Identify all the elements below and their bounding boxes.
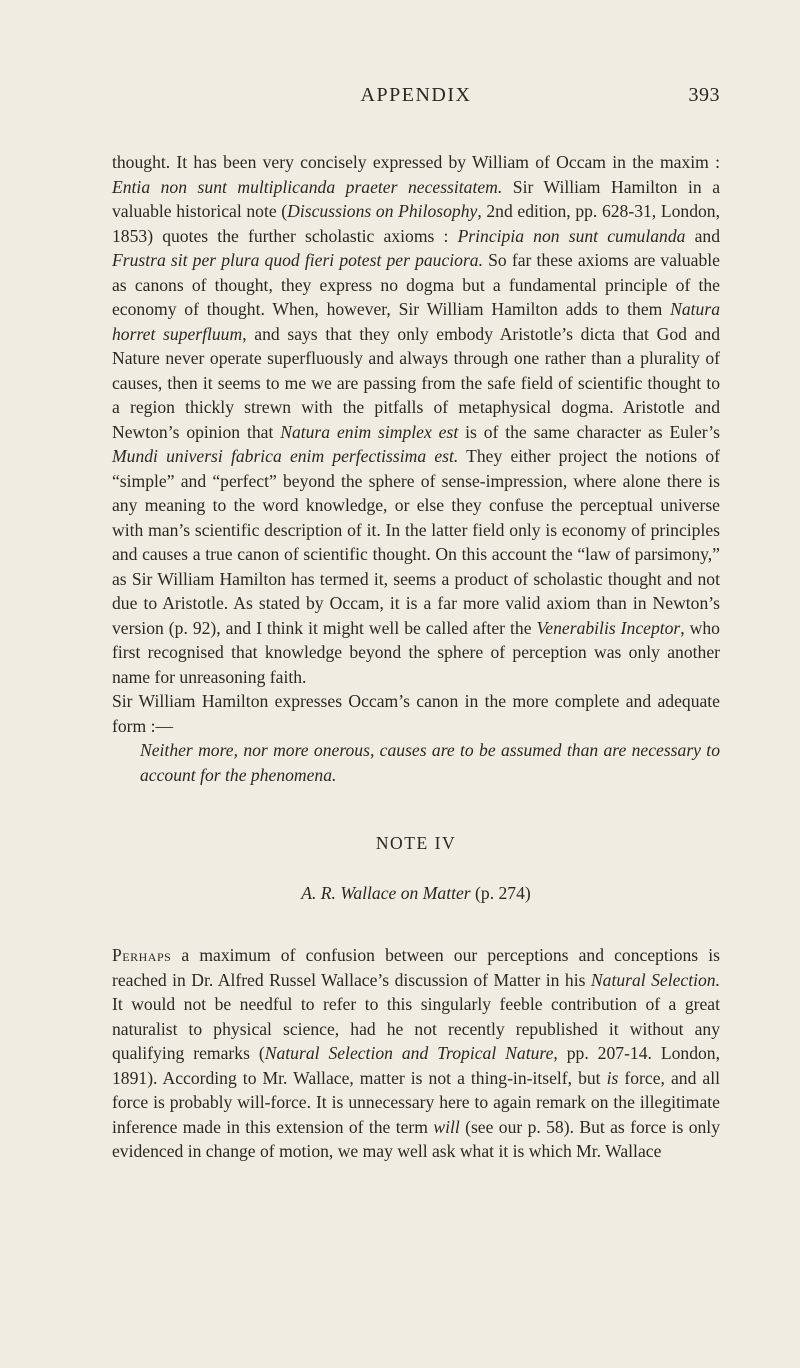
latin-quote: Natura horret superfluum — [112, 299, 720, 344]
latin-quote: Natura enim simplex est — [280, 421, 459, 442]
book-title: Natural Selection and Tropical Nature — [264, 1043, 554, 1063]
note-subheading-page: (p. 274) — [470, 882, 531, 903]
page-body — [112, 150, 720, 1164]
latin-quote: Venerabilis Inceptor — [536, 617, 681, 638]
book-title: Discussions on Philosophy — [287, 201, 478, 221]
text-run: force, and all force is probably will-force. It is unnecessary here to again remark on the illegitimate inference made in this extension of the term — [112, 1067, 720, 1137]
text-run: (see our p. 58). But as force is only evidenced in change of motion, we may well ask what it is which Mr. Wallace — [112, 1116, 720, 1161]
text-run: is of the same character as Euler’s — [458, 421, 720, 442]
text-run: , who first recognised that knowledge beyond the sphere of perception was only another name for unreasoning faith. — [112, 617, 720, 687]
emphasis: is — [606, 1067, 619, 1088]
paragraph-wallace — [112, 943, 720, 1164]
latin-quote: Principia non sunt cumulanda — [457, 225, 686, 246]
latin-quote: Frustra sit per plura quod fieri potest per pauciora. — [112, 250, 483, 270]
note-subheading-title: A. R. Wallace on Matter — [301, 882, 471, 903]
book-title: Natural Selection. — [590, 969, 721, 990]
text-run: and — [685, 225, 720, 246]
text-run: They either project the notions of “simple” and “perfect” beyond the sphere of sense-impression, where alone there is any meaning to the word knowledge, or else they confuse the perceptual universe with man’s scientific description of it. In the latter field only is economy of principles and causes a true canon of scientific thought. On this account the “law of parsimony,” as Sir William Hamilton has termed it, seems a product of scholastic thought and not due to Aristotle. As stated by Occam, it is a far more valid axiom than in Newton’s version (p. 92), and I think it might well be called after the — [112, 446, 720, 638]
text-run: Sir William Hamilton in a valuable historical note ( — [112, 176, 721, 221]
note-subheading — [112, 881, 720, 906]
emphasis: will — [433, 1116, 460, 1137]
text-run: , 2nd edition, pp. 628-31, London, 1853) quotes the further scholastic axioms : — [112, 201, 720, 246]
text-run: So far these axioms are valuable as canons of thought, they express no dogma but a fundamental principle of the economy of thought. When, however, Sir William Hamilton adds to them — [112, 250, 720, 319]
text-run: , pp. 207-14. London, 1891). According to Mr. Wallace, matter is not a thing-in-itself, but — [112, 1043, 721, 1088]
paragraph-occam-maxim — [112, 150, 720, 689]
canon-statement: Neither more, nor more onerous, causes are to be assumed than are necessary to account for the phenomena. — [140, 740, 720, 785]
running-title: APPENDIX — [360, 84, 472, 106]
text-run: It would not be needful to refer to this singularly feeble contribution of a great naturalist to physical science, had he not recently republished it without any qualifying remarks ( — [112, 994, 720, 1063]
paragraph-hamilton-canon: Sir William Hamilton expresses Occam’s canon in the more complete and adequate form :— — [112, 691, 720, 736]
text-run: thought. It has been very concisely expressed by William of Occam in the maxim : — [112, 152, 720, 172]
text-run: a maximum of confusion between our perceptions and conceptions is reached in Dr. Alfred Russel Wallace’s discussion of Matter in his — [112, 945, 720, 990]
page-number: 393 — [688, 84, 720, 106]
latin-quote: Entia non sunt multiplicanda praeter necessitatem. — [112, 176, 503, 197]
running-head — [112, 84, 720, 112]
text-run: , and says that they only embody Aristotle’s dicta that God and Nature never operate superfluously and always through one rather than a plurality of causes, then it seems to me we are passing from the safe field of scientific thought to a region thickly strewn with the pitfalls of metaphysical dogma. Aristotle and Newton’s opinion that — [112, 323, 720, 442]
note-heading: NOTE IV — [375, 833, 457, 853]
lead-word: Perhaps — [112, 945, 172, 965]
latin-quote: Mundi universi fabrica enim perfectissima est. — [112, 446, 459, 466]
